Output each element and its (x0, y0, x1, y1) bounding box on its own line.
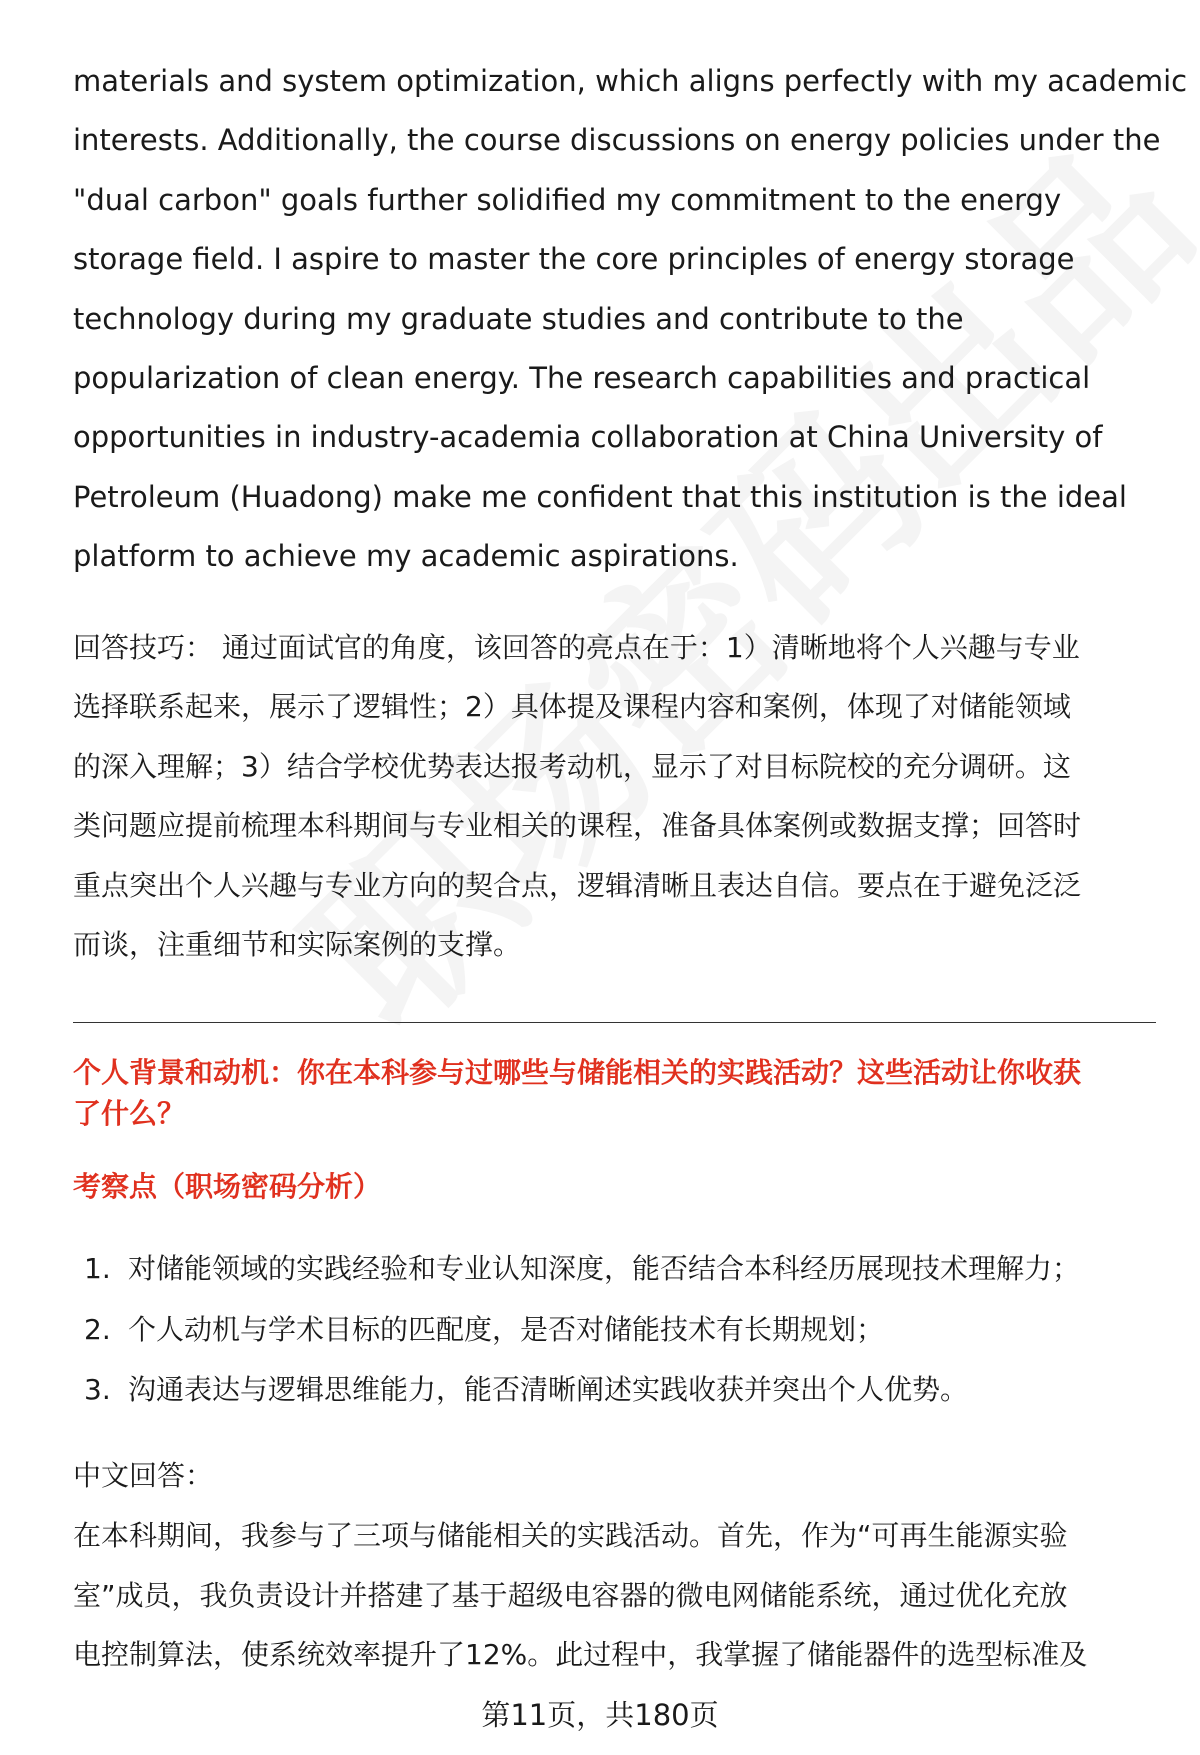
list-item-number: 1. (84, 1252, 111, 1285)
page-number-footer: 第11页，共180页 (481, 1698, 719, 1732)
question-line: 个人背景和动机：你在本科参与过哪些与储能相关的实践活动？这些活动让你收获 (73, 1056, 1082, 1089)
question-line: 了什么？ (73, 1097, 186, 1130)
chinese-answer-paragraph (73, 1506, 1158, 1685)
english-answer-line: popularization of clean energy. The research capabilities and practical (73, 361, 1091, 396)
chinese-answer-line: 电控制算法，使系统效率提升了12%。此过程中，我掌握了储能器件的选型标准及 (73, 1638, 1088, 1671)
english-answer-line: opportunities in industry-academia collaboration at China University of (73, 420, 1103, 455)
english-answer-line: materials and system optimization, which aligns perfectly with my academic (73, 64, 1188, 98)
assessment-heading: 考察点（职场密码分析） (73, 1170, 382, 1203)
answer-tip-line: 回答技巧： 通过面试官的角度，该回答的亮点在于：1）清晰地将个人兴趣与专业 (73, 631, 1080, 664)
list-item-text: 个人动机与学术目标的匹配度，是否对储能技术有长期规划； (128, 1312, 885, 1346)
chinese-answer-line: 室”成员，我负责设计并搭建了基于超级电容器的微电网储能系统，通过优化充放 (73, 1578, 1068, 1612)
answer-tip-line: 的深入理解；3）结合学校优势表达报考动机，显示了对目标院校的充分调研。这 (73, 749, 1071, 783)
assessment-points-list (84, 1239, 1080, 1421)
interview-question (73, 1052, 1158, 1134)
english-answer-line: technology during my graduate studies and contribute to the (73, 301, 964, 336)
list-item (84, 1300, 1080, 1361)
english-answer-line: platform to achieve my academic aspirations. (73, 539, 739, 574)
list-item-text: 对储能领域的实践经验和专业认知深度，能否结合本科经历展现技术理解力； (128, 1252, 1081, 1285)
english-answer-paragraph (73, 52, 1188, 587)
section-divider (73, 1022, 1156, 1023)
english-answer-line: Petroleum (Huadong) make me confident that this institution is the ideal (73, 479, 1127, 514)
list-item-number: 2. (84, 1312, 111, 1346)
english-answer-line: interests. Additionally, the course discussions on energy policies under the (73, 123, 1161, 158)
chinese-answer-line: 在本科期间，我参与了三项与储能相关的实践活动。首先，作为“可再生能源实验 (73, 1519, 1068, 1552)
list-item-text: 沟通表达与逻辑思维能力，能否清晰阐述实践收获并突出个人优势。 (128, 1373, 969, 1406)
answer-tip-line: 选择联系起来，展示了逻辑性；2）具体提及课程内容和案例，体现了对储能领域 (73, 690, 1071, 724)
chinese-answer-label: 中文回答： (73, 1459, 214, 1492)
list-item (84, 1360, 1080, 1421)
answer-tip-paragraph (73, 618, 1153, 974)
answer-tip-line: 类问题应提前梳理本科期间与专业相关的课程，准备具体案例或数据支撑；回答时 (73, 809, 1082, 843)
english-answer-line: "dual carbon" goals further solidified my commitment to the energy (73, 182, 1062, 217)
list-item-number: 3. (84, 1373, 111, 1406)
answer-tip-line: 而谈，注重细节和实际案例的支撑。 (73, 928, 522, 962)
english-answer-line: storage field. I aspire to master the core principles of energy storage (73, 242, 1075, 277)
list-item (84, 1239, 1080, 1300)
answer-tip-line: 重点突出个人兴趣与专业方向的契合点，逻辑清晰且表达自信。要点在于避免泛泛 (73, 868, 1082, 902)
